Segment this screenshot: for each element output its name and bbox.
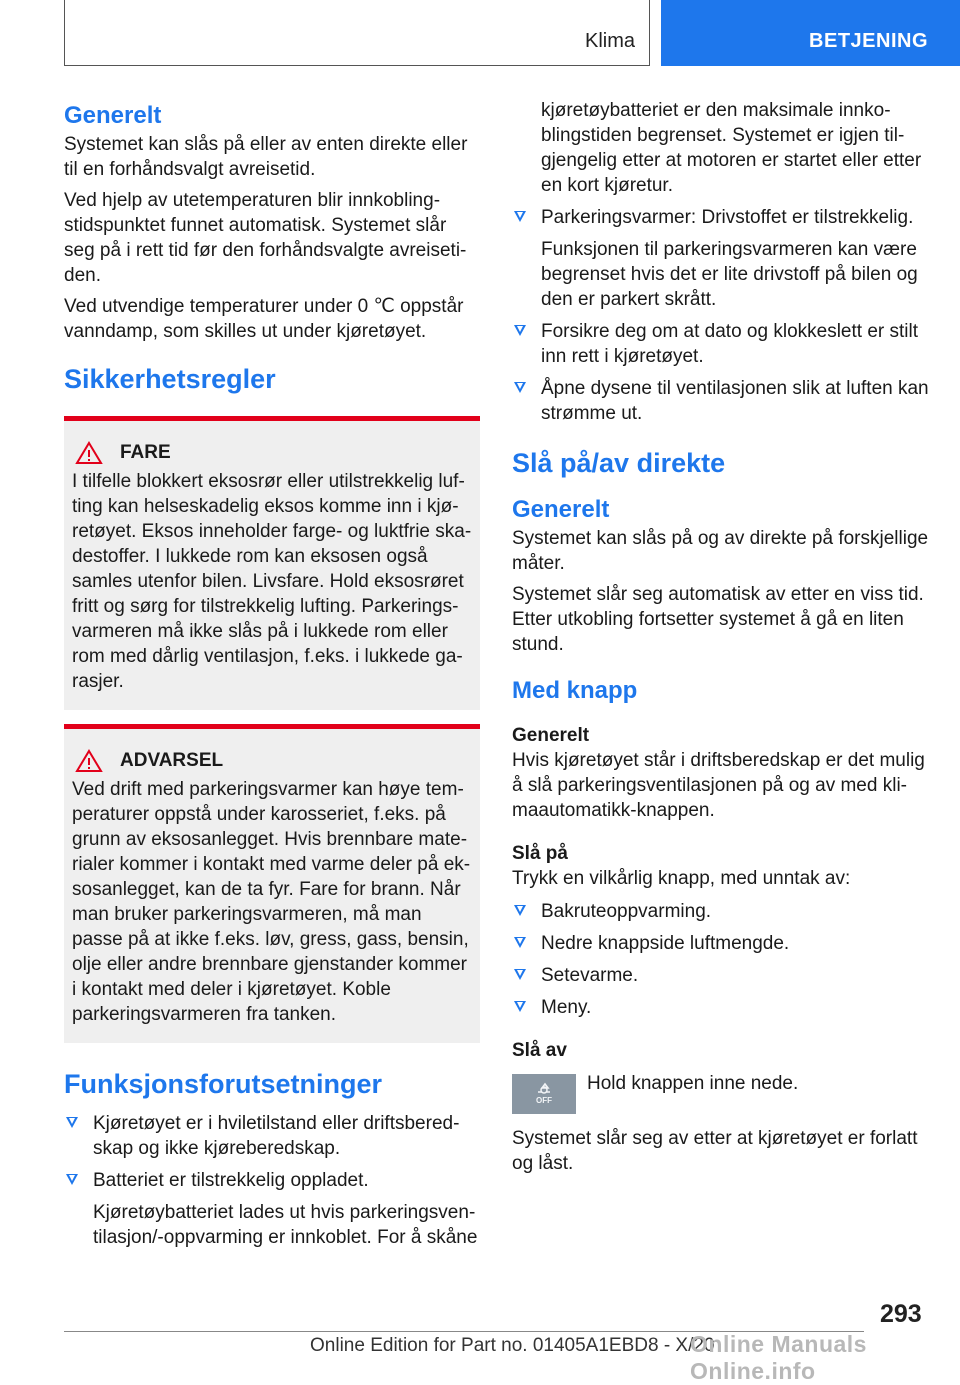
list-item: Bakruteoppvarming.: [512, 899, 932, 924]
danger-text: I tilfelle blokkert eksosrør eller utilstrekkelig lufting kan helseskadelig eksos komme inn i kjøretøyet. Eksos inneholder farge- og luktfrie skadestoffer. I lukkede rom kan eksosen også samles utenfor bilen. Livsfare. Hold eksosrøret fritt og sørg for tilstrekkelig lufting. Parkeringsvarmeren må ikke slås på i lukkede rom eller rom med dårlig ventilasjon, f.eks. i lukkede garasjer.: [72, 471, 472, 692]
paragraph: Hvis kjøretøyet står i driftsberedskap er det mulig å slå parkeringsventilasjonen på og av med klimaautomatikk-knappen.: [512, 750, 925, 821]
subheading-sla-pa: Slå på: [512, 843, 568, 864]
list-item: Meny.: [512, 995, 932, 1020]
bullet-triangle-icon: [514, 211, 526, 223]
paragraph: Systemet kan slås på og av direkte på forskjellige måter.: [512, 528, 929, 574]
list-item-detail: Funksjonen til parkeringsvarmeren kan være begrenset hvis det er lite drivstoff på bilen og den er parkert skrått.: [541, 239, 918, 310]
paragraph: Ved hjelp av utetemperaturen blir innkoblingstidspunktet funnet automatisk. Systemet slår seg på i rett tid før den forhåndsvalgte avreisetiden.: [64, 190, 467, 286]
footer-edition: Online Edition for Part no. 01405A1EBD8 - X/20: [310, 1335, 715, 1356]
warning-triangle-icon: [76, 441, 102, 465]
paragraph: Trykk en vilkårlig knapp, med unntak av:: [512, 868, 851, 889]
subheading-sla-av: Slå av: [512, 1040, 567, 1061]
danger-title-row: [72, 441, 472, 465]
danger-title: FARE: [120, 442, 171, 463]
chapter-tab: [661, 0, 960, 66]
list-item-detail: kjøretøybatteriet er den maksimale innkoblingstiden begrenset. Systemet er igjen tilgjengelig etter at motoren er startet eller etter en kort kjøretur.: [541, 100, 922, 196]
heading-sikkerhetsregler: Sikkerhetsregler: [64, 364, 276, 394]
list-item: Nedre knappside luftmengde.: [512, 931, 932, 956]
left-column: [64, 100, 480, 1257]
warning-text: Ved drift med parkeringsvarmer kan høye temperaturer oppstå under karosseriet, f.eks. på grunn av eksosanlegget. Hvis brennbare materialer kommer i kontakt med varme deler på eksosanlegget, kan de ta fyr. Fare for brann. Når man bruker parkeringsvarmeren, må man passe på at ikke f.eks. løv, gress, gass, bensin, olje eller andre brennbare gjenstander kommer i kontakt med deler i kjøretøyet. Koble parkeringsvarmeren fra tanken.: [72, 779, 471, 1025]
button-illustration-row: [512, 1071, 932, 1114]
warning-title-row: [72, 749, 472, 773]
paragraph: Ved utvendige temperaturer under 0 ℃ oppstår vanndamp, som skilles ut under kjøretøyet.: [64, 296, 464, 342]
header-left-box: [64, 0, 650, 66]
warning-box: [64, 724, 480, 1043]
list-item: Parkeringsvarmer: Drivstoffet er tilstrekkelig.: [512, 205, 932, 230]
list-item-detail: Kjøretøybatteriet lades ut hvis parkeringsventilasjon/-oppvarming er innkoblet. For å skåne: [93, 1202, 478, 1248]
bullet-triangle-icon: [514, 325, 526, 337]
section-title: Klima: [584, 30, 635, 52]
fan-off-icon: [512, 1074, 576, 1114]
paragraph: Systemet slår seg automatisk av etter en viss tid. Etter utkobling fortsetter systemet å gå en liten stund.: [512, 584, 924, 655]
heading-funksjonsforutsetninger: Funksjonsforutsetninger: [64, 1069, 383, 1099]
list-item: Åpne dysene til ventilasjonen slik at luften kan strømme ut.: [512, 376, 932, 426]
button-off-label: OFF: [536, 1096, 552, 1105]
bullet-triangle-icon: [514, 905, 526, 917]
bullet-triangle-icon: [66, 1174, 78, 1186]
warning-title: ADVARSEL: [120, 750, 224, 771]
list-item: Kjøretøyet er i hviletilstand eller driftsberedskap og ikke kjøreberedskap.: [64, 1111, 480, 1161]
page-number: 293: [880, 1300, 922, 1328]
list-item: Batteriet er tilstrekkelig oppladet.: [64, 1168, 480, 1193]
subheading-generelt: Generelt: [512, 725, 590, 746]
right-column: [512, 98, 932, 1182]
watermark: Online Manuals Online.info: [690, 1331, 867, 1384]
bullet-triangle-icon: [514, 382, 526, 394]
bullet-triangle-icon: [514, 937, 526, 949]
list-item: Forsikre deg om at dato og klokkeslett er stilt inn rett i kjøretøyet.: [512, 319, 932, 369]
bullet-triangle-icon: [66, 1117, 78, 1129]
danger-box: [64, 416, 480, 710]
bullet-triangle-icon: [514, 1001, 526, 1013]
warning-triangle-icon: [76, 749, 102, 773]
bullet-triangle-icon: [514, 969, 526, 981]
paragraph: Systemet slår seg av etter at kjøretøyet er forlatt og låst.: [512, 1128, 918, 1174]
heading-med-knapp: Med knapp: [512, 677, 638, 704]
chapter-title: BETJENING: [809, 30, 928, 52]
paragraph: Hold knappen inne nede.: [587, 1073, 799, 1094]
list-item: Setevarme.: [512, 963, 932, 988]
heading-generelt: Generelt: [64, 102, 162, 129]
heading-generelt: Generelt: [512, 496, 610, 523]
heading-sla-pa-av: Slå på/av direkte: [512, 448, 726, 478]
paragraph: Systemet kan slås på eller av enten direkte eller til en forhåndsvalgt avreisetid.: [64, 134, 468, 180]
fan-off-button-image: [512, 1074, 576, 1114]
